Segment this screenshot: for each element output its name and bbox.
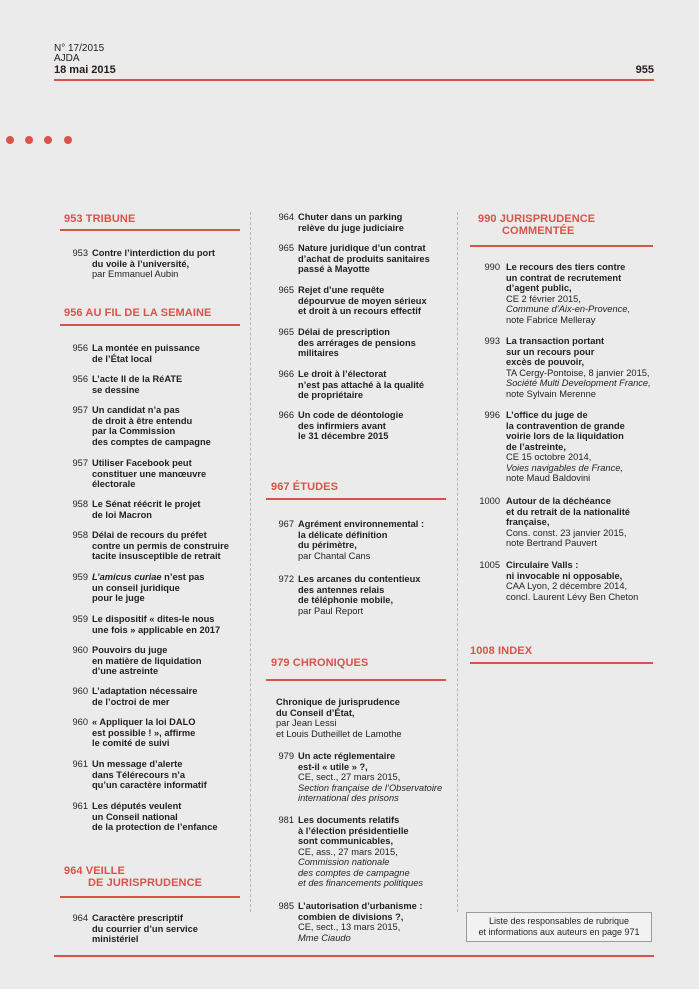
- entry-author: note Maud Baldovini: [506, 473, 591, 483]
- section-heading-etudes: 967 ÉTUDES: [271, 481, 339, 493]
- entry-page: 958: [72, 530, 88, 540]
- entry-party: Voies navigables de France,: [506, 462, 623, 473]
- entry-title: Les arcanes du contentieux des antennes relais de téléphonie mobile,: [298, 574, 421, 605]
- entry-title: Délai de recours du préfet contre un permis de construire tacite insusceptible de retrait: [92, 530, 229, 561]
- entry-author: concl. Laurent Lévy Ben Cheton: [506, 591, 639, 602]
- entry-decision: TA Cergy-Pontoise, 8 janvier 2015,: [506, 367, 650, 378]
- decor-dot: [64, 136, 72, 144]
- entry-title: Un code de déontologie des infirmiers avant le 31 décembre 2015: [298, 410, 404, 441]
- entry-page: 953: [72, 248, 88, 258]
- entry-title-italic: L’amicus curiae: [92, 572, 162, 582]
- entry-decision: Cons. const. 23 janvier 2015,: [506, 527, 627, 538]
- entry-title: Chronique de jurisprudence du Conseil d’État,: [276, 697, 400, 718]
- page-number: 955: [635, 64, 654, 76]
- entry-party: Commune d’Aix-en-Provence,: [506, 304, 631, 314]
- entry-title: L’office du juge de la contravention de grande voirie lors de la liquidation de l’astreinte,: [506, 410, 625, 452]
- entry-page: 979: [278, 751, 294, 761]
- issue-date: 18 mai 2015: [54, 64, 116, 76]
- issue-number: N° 17/2015: [54, 43, 105, 54]
- header-rule: [54, 79, 654, 81]
- entry-page: 960: [72, 645, 88, 655]
- entry-title: Un message d’alerte dans Télérecours n’a qu’un caractère informatif: [92, 759, 207, 790]
- entry-title: Le dispositif « dites-le nous une fois » applicable en 2017: [92, 614, 221, 635]
- entry-page: 959: [72, 572, 88, 582]
- section-heading-tribune: 953 TRIBUNE: [64, 213, 136, 225]
- entry-page: 967: [278, 519, 294, 529]
- entry-decision: CE, sect., 27 mars 2015,: [298, 772, 401, 782]
- entry-title: Chuter dans un parking relève du juge judiciaire: [298, 212, 404, 233]
- entry-author: par Paul Report: [298, 605, 364, 616]
- decor-dot: [44, 136, 52, 144]
- entry-title: Utiliser Facebook peut constituer une manœuvre électorale: [92, 458, 207, 489]
- section-heading-commentee: [478, 213, 595, 237]
- entry-author: note Fabrice Melleray: [506, 314, 596, 325]
- section-rule: [470, 662, 653, 664]
- entry-page: 960: [72, 717, 88, 727]
- section-heading-chroniques: 979 CHRONIQUES: [271, 657, 369, 669]
- entry-page: 958: [72, 499, 88, 509]
- entry-page: 959: [72, 614, 88, 624]
- section-rule: [266, 679, 446, 681]
- decor-dot: [6, 136, 14, 144]
- entry-decision: CE, sect., 13 mars 2015,: [298, 922, 401, 932]
- entry-decision: CAA Lyon, 2 décembre 2014,: [506, 581, 628, 591]
- entry-page: 960: [72, 686, 88, 696]
- section-rule: [470, 245, 653, 247]
- entry-title: Un candidat n’a pas de droit à être entendu par la Commission des comptes de campagne: [92, 405, 211, 447]
- section-heading-line: 990 JURISPRUDENCE: [478, 213, 596, 225]
- entry-author: note Bertrand Pauvert: [506, 538, 597, 548]
- entry-page: 961: [72, 759, 88, 769]
- entry-party: Société Multi Development France,: [506, 378, 651, 388]
- entry-page: 981: [278, 815, 294, 825]
- section-rule: [60, 229, 240, 231]
- entry-author: note Sylvain Merenne: [506, 388, 596, 399]
- entry-page: 957: [72, 458, 88, 468]
- entry-party: Mme Ciaudo: [298, 932, 351, 943]
- section-rule: [60, 896, 240, 898]
- footer-rule: [54, 955, 654, 957]
- entry-decision: CE 15 octobre 2014,: [506, 452, 592, 462]
- entry-title: La transaction portant sur un recours pour excès de pouvoir,: [506, 336, 605, 367]
- entry-decision: CE 2 février 2015,: [506, 293, 581, 304]
- column-divider: [457, 212, 458, 912]
- entry-title: Les députés veulent un Conseil national de la protection de l’enfance: [92, 801, 218, 832]
- entry-page: 965: [278, 243, 294, 253]
- entry-page: 1000: [479, 496, 500, 506]
- section-heading-line: 964 VEILLE: [64, 865, 125, 877]
- entry-title: Contre l’interdiction du port du voile à l’université,: [92, 248, 215, 269]
- entry-page: 965: [278, 327, 294, 337]
- entry-title: Circulaire Valls : ni invocable ni opposable,: [506, 560, 623, 581]
- section-rule: [266, 498, 446, 500]
- authors-info-box: Liste des responsables de rubrique et informations aux auteurs en page 971: [466, 912, 652, 942]
- entry-page: 957: [72, 405, 88, 415]
- entry-title: Le droit à l’électorat n’est pas attaché à la qualité de propriétaire: [298, 369, 425, 400]
- entry-party: Section française de l’Observatoire international des prisons: [298, 782, 443, 803]
- entry-title: Un acte réglementaire est-il « utile » ?,: [298, 751, 396, 772]
- entry-title: Nature juridique d’un contrat d’achat de produits sanitaires passé à Mayotte: [298, 243, 430, 274]
- entry-page: 1005: [479, 560, 500, 570]
- journal-name: AJDA: [54, 53, 80, 64]
- entry-title: L’adaptation nécessaire de l’octroi de mer: [92, 686, 198, 707]
- entry-page: 985: [278, 901, 294, 911]
- entry-title: n’est pas un conseil juridique pour le juge: [92, 572, 205, 603]
- entry-page: 993: [484, 336, 500, 346]
- entry-title: Délai de prescription des arrérages de pensions militaires: [298, 327, 416, 358]
- entry-page: 972: [278, 574, 294, 584]
- section-heading-index: 1008 INDEX: [470, 645, 533, 657]
- entry-page: 966: [278, 369, 294, 379]
- entry-title: Agrément environnemental : la délicate définition du périmètre,: [298, 519, 425, 550]
- entry-title: Rejet d’une requête dépourvue de moyen sérieux et droit à un recours effectif: [298, 285, 427, 316]
- entry-page: 996: [484, 410, 500, 420]
- section-rule: [60, 324, 240, 326]
- entry-title: L’autorisation d’urbanisme : combien de divisions ?,: [298, 901, 423, 922]
- entry-page: 956: [72, 374, 88, 384]
- section-heading-line: COMMENTÉE: [502, 225, 575, 237]
- entry-title: Caractère prescriptif du courrier d’un service ministériel: [92, 913, 198, 944]
- entry-page: 964: [72, 913, 88, 923]
- entry-page: 966: [278, 410, 294, 420]
- entry-title: L’acte II de la RéATE se dessine: [92, 374, 183, 395]
- entry-title: Les documents relatifs à l’élection présidentielle sont communicables,: [298, 815, 409, 846]
- decor-dot: [25, 136, 33, 144]
- entry-title: Le recours des tiers contre un contrat de recrutement d’agent public,: [506, 262, 626, 293]
- entry-author: par Emmanuel Aubin: [92, 269, 179, 279]
- entry-page: 990: [484, 262, 500, 272]
- entry-party: Commission nationale des comptes de campagne et des financements politiques: [298, 857, 424, 888]
- entry-title: Autour de la déchéance et du retrait de la nationalité française,: [506, 496, 630, 527]
- entry-title: « Appliquer la loi DALO est possible ! », affirme le comité de suivi: [92, 717, 196, 748]
- section-heading-semaine: 956 AU FIL DE LA SEMAINE: [64, 307, 212, 319]
- entry-title: Le Sénat réécrit le projet de loi Macron: [92, 499, 201, 520]
- entry-decision: CE, ass., 27 mars 2015,: [298, 846, 398, 857]
- entry-title: La montée en puissance de l’État local: [92, 343, 200, 364]
- entry-author: par Chantal Cans: [298, 550, 371, 561]
- entry-page: 965: [278, 285, 294, 295]
- entry-author: par Jean Lessi et Louis Dutheillet de Lamothe: [276, 718, 402, 739]
- section-heading-line: DE JURISPRUDENCE: [88, 877, 203, 889]
- entry-title: Pouvoirs du juge en matière de liquidation d’une astreinte: [92, 645, 202, 676]
- entry-page: 964: [278, 212, 294, 222]
- entry-page: 961: [72, 801, 88, 811]
- section-heading-veille: [64, 865, 202, 889]
- entry-page: 956: [72, 343, 88, 353]
